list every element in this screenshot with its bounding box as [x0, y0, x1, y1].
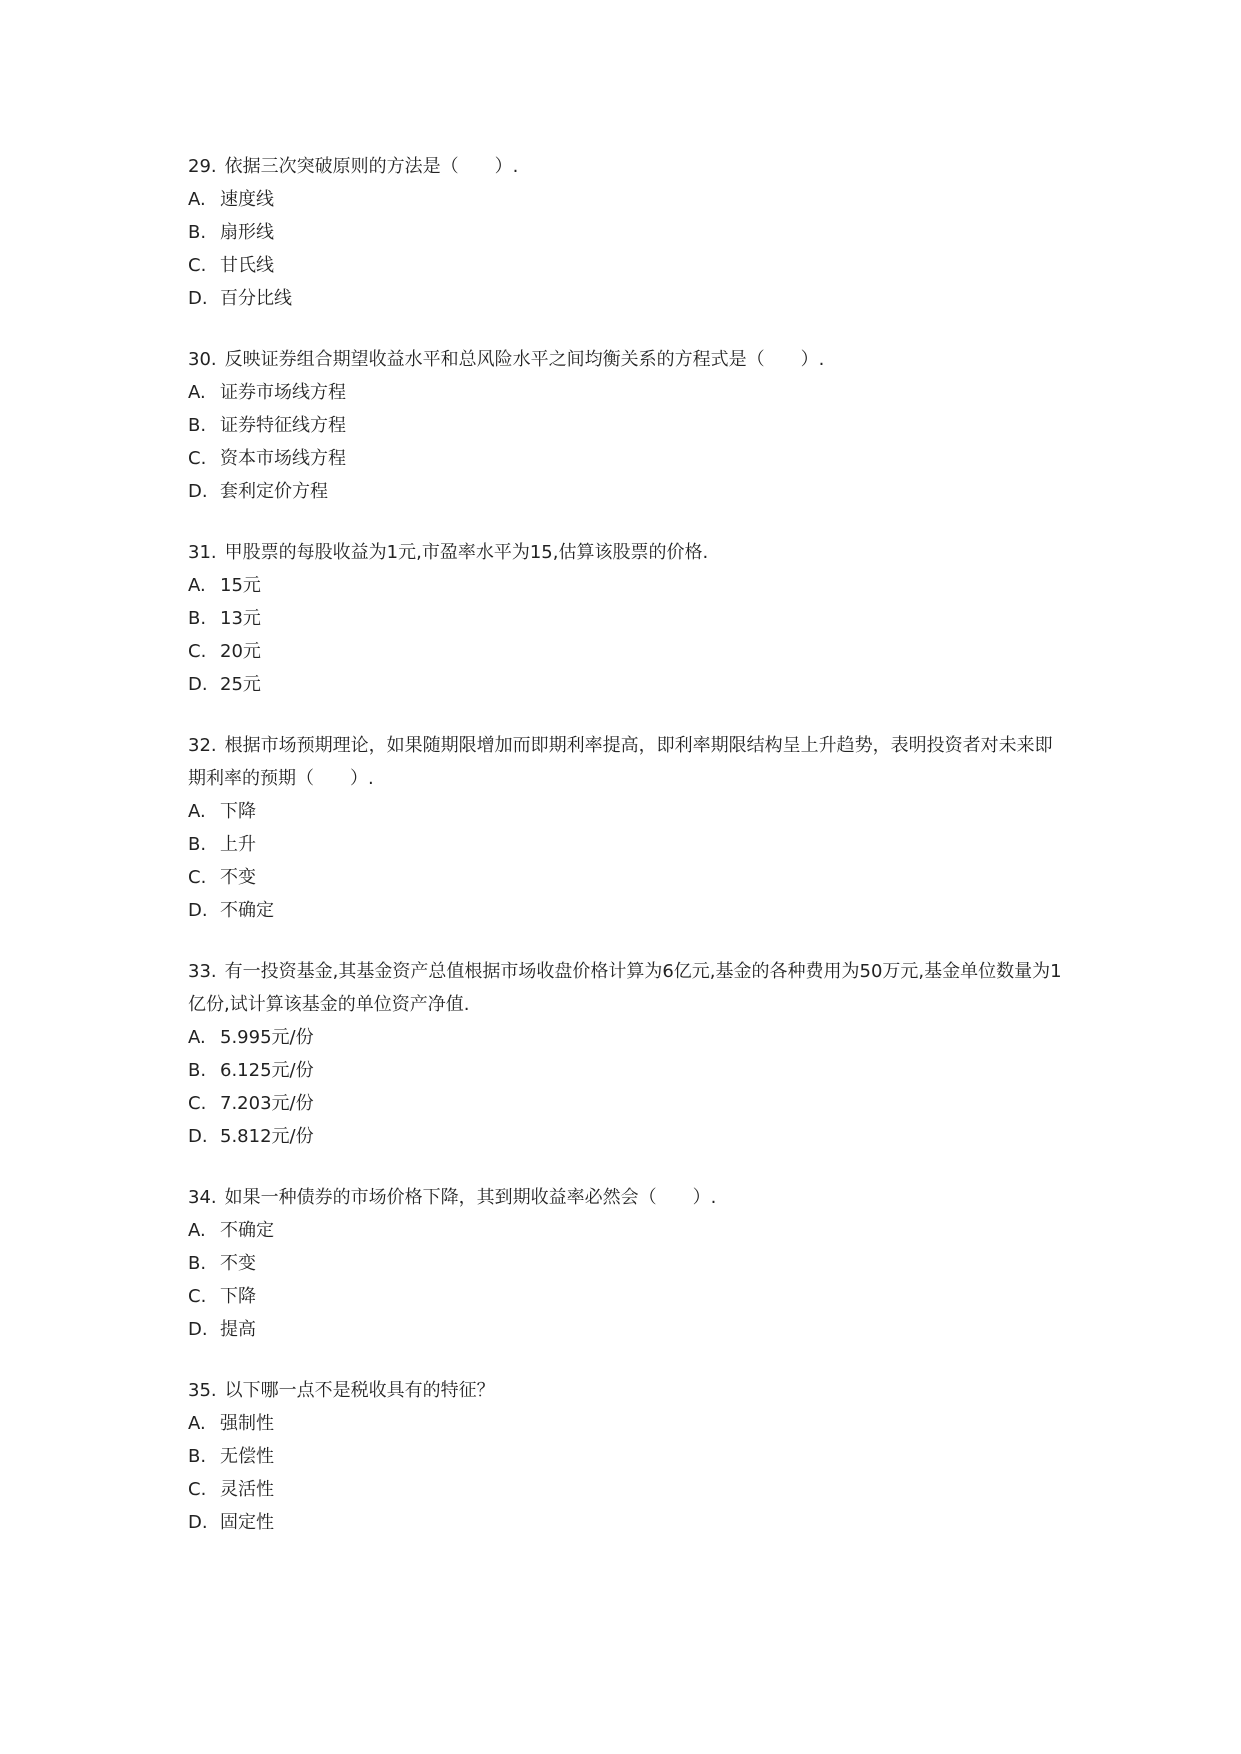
option-text: 证券市场线方程 [220, 382, 346, 403]
option-letter: A. [188, 1220, 206, 1241]
option-letter: D. [188, 900, 208, 921]
option-letter: C. [188, 1286, 207, 1307]
option-letter: D. [188, 1512, 208, 1533]
question-29 [188, 150, 1068, 315]
option-d [188, 894, 1068, 927]
option-letter: B. [188, 222, 207, 243]
option-letter: C. [188, 255, 207, 276]
question-number: 32. [188, 735, 217, 756]
question-stem [188, 536, 1068, 569]
option-c [188, 442, 1068, 475]
option-letter: B. [188, 415, 207, 436]
option-text: 不确定 [220, 900, 274, 921]
option-text: 甘氏线 [220, 255, 274, 276]
question-32 [188, 729, 1068, 927]
question-33 [188, 955, 1068, 1153]
option-text: 不变 [220, 1253, 256, 1274]
option-text: 强制性 [220, 1413, 274, 1434]
option-d [188, 668, 1068, 701]
option-c [188, 1473, 1068, 1506]
option-letter: D. [188, 288, 208, 309]
option-letter: A. [188, 575, 206, 596]
option-text: 7.203元/份 [220, 1093, 314, 1114]
option-c [188, 635, 1068, 668]
option-b [188, 1247, 1068, 1280]
option-text: 资本市场线方程 [220, 448, 346, 469]
option-b [188, 602, 1068, 635]
option-text: 20元 [220, 641, 261, 662]
question-number: 30. [188, 349, 217, 370]
option-b [188, 828, 1068, 861]
option-a [188, 795, 1068, 828]
option-text: 5.995元/份 [220, 1027, 314, 1048]
option-letter: B. [188, 1060, 207, 1081]
question-number: 29. [188, 156, 217, 177]
option-c [188, 249, 1068, 282]
option-letter: B. [188, 834, 207, 855]
option-text: 不确定 [220, 1220, 274, 1241]
option-letter: A. [188, 1413, 206, 1434]
option-letter: D. [188, 674, 208, 695]
question-35 [188, 1374, 1068, 1539]
question-stem [188, 343, 1068, 376]
option-d [188, 1313, 1068, 1346]
question-list [188, 150, 1068, 1567]
option-d [188, 475, 1068, 508]
question-stem [188, 1374, 1068, 1407]
question-34 [188, 1181, 1068, 1346]
option-text: 扇形线 [220, 222, 274, 243]
option-b [188, 409, 1068, 442]
option-letter: C. [188, 641, 207, 662]
option-letter: C. [188, 1479, 207, 1500]
question-text: 依据三次突破原则的方法是（ ）. [224, 156, 519, 177]
option-c [188, 1087, 1068, 1120]
option-text: 15元 [220, 575, 261, 596]
option-letter: A. [188, 801, 206, 822]
option-text: 不变 [220, 867, 256, 888]
option-a [188, 183, 1068, 216]
option-text: 速度线 [220, 189, 274, 210]
option-a [188, 1021, 1068, 1054]
option-b [188, 216, 1068, 249]
option-text: 百分比线 [220, 288, 292, 309]
option-a [188, 376, 1068, 409]
option-letter: B. [188, 608, 207, 629]
option-text: 套利定价方程 [220, 481, 328, 502]
option-text: 证券特征线方程 [220, 415, 346, 436]
option-text: 5.812元/份 [220, 1126, 314, 1147]
option-text: 灵活性 [220, 1479, 274, 1500]
option-c [188, 861, 1068, 894]
question-number: 35. [188, 1380, 217, 1401]
option-letter: C. [188, 448, 207, 469]
option-c [188, 1280, 1068, 1313]
option-d [188, 1120, 1068, 1153]
option-text: 固定性 [220, 1512, 274, 1533]
question-text: 以下哪一点不是税收具有的特征？ [224, 1380, 495, 1401]
option-text: 6.125元/份 [220, 1060, 314, 1081]
option-letter: A. [188, 189, 206, 210]
option-text: 13元 [220, 608, 261, 629]
option-d [188, 1506, 1068, 1539]
option-letter: C. [188, 1093, 207, 1114]
option-d [188, 282, 1068, 315]
question-30 [188, 343, 1068, 508]
option-letter: B. [188, 1253, 207, 1274]
question-text: 有一投资基金,其基金资产总值根据市场收盘价格计算为6亿元,基金的各种费用为50万元,基金单位数量为1亿份,试计算该基金的单位资产净值. [188, 961, 1062, 1015]
option-b [188, 1054, 1068, 1087]
option-text: 下降 [220, 1286, 256, 1307]
question-text: 如果一种债券的市场价格下降，其到期收益率必然会（ ）. [224, 1187, 717, 1208]
option-letter: B. [188, 1446, 207, 1467]
option-letter: D. [188, 1126, 208, 1147]
question-number: 33. [188, 961, 217, 982]
option-a [188, 1407, 1068, 1440]
option-a [188, 1214, 1068, 1247]
option-a [188, 569, 1068, 602]
question-stem [188, 1181, 1068, 1214]
question-31 [188, 536, 1068, 701]
option-text: 无偿性 [220, 1446, 274, 1467]
option-b [188, 1440, 1068, 1473]
option-letter: C. [188, 867, 207, 888]
option-letter: D. [188, 481, 208, 502]
question-stem [188, 150, 1068, 183]
question-text: 根据市场预期理论，如果随期限增加而即期利率提高，即利率期限结构呈上升趋势，表明投资者对未来即期利率的预期（ ）. [188, 735, 1053, 789]
question-text: 甲股票的每股收益为1元,市盈率水平为15,估算该股票的价格. [224, 542, 709, 563]
option-letter: D. [188, 1319, 208, 1340]
question-text: 反映证券组合期望收益水平和总风险水平之间均衡关系的方程式是（ ）. [224, 349, 825, 370]
option-letter: A. [188, 382, 206, 403]
question-number: 34. [188, 1187, 217, 1208]
question-stem [188, 955, 1068, 1021]
option-text: 25元 [220, 674, 261, 695]
question-number: 31. [188, 542, 217, 563]
option-text: 下降 [220, 801, 256, 822]
option-text: 上升 [220, 834, 256, 855]
question-stem [188, 729, 1068, 795]
option-text: 提高 [220, 1319, 256, 1340]
option-letter: A. [188, 1027, 206, 1048]
